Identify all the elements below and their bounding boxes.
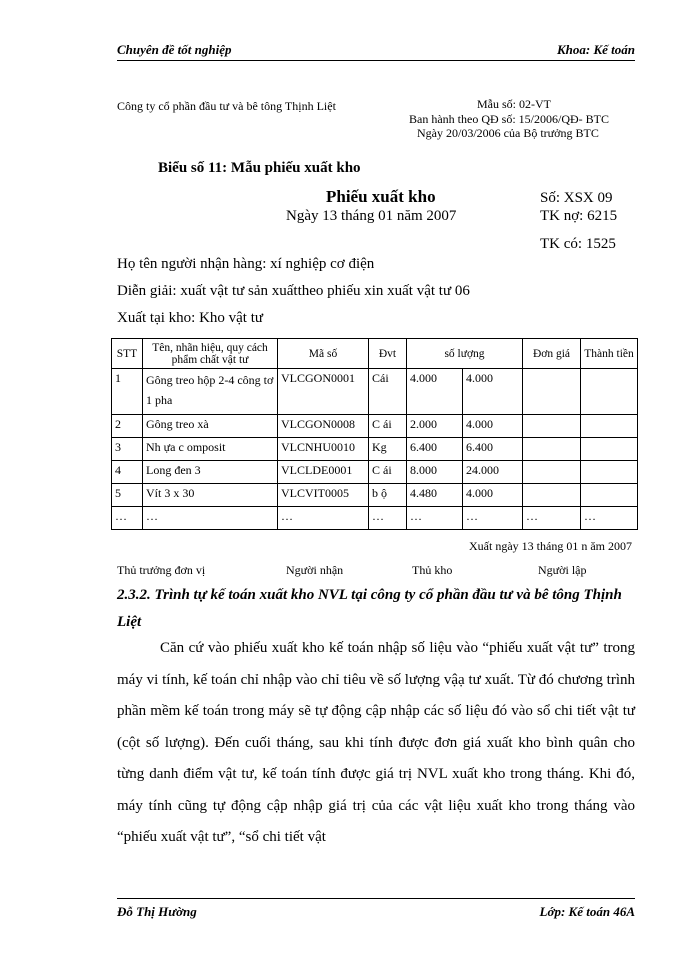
header-unit: Đvt [369, 339, 407, 369]
cell-stt: 1 [112, 369, 143, 415]
signature-head: Thủ trưởng đơn vị [117, 563, 206, 577]
cell-q1: … [407, 507, 463, 530]
signature-keeper: Thủ kho [412, 563, 453, 577]
form-number: Mẫu số: 02-VT [477, 97, 551, 111]
cell-price [523, 484, 581, 507]
cell-stt: … [112, 507, 143, 530]
page-header-right: Khoa: Kế toán [556, 42, 635, 57]
cell-unit: Kg [369, 438, 407, 461]
cell-stt: 5 [112, 484, 143, 507]
cell-code: VLCGON0008 [278, 415, 369, 438]
cell-unit: C ái [369, 461, 407, 484]
cell-stt: 3 [112, 438, 143, 461]
cell-q2: 4.000 [463, 415, 523, 438]
cell-name: Gông treo hộp 2-4 công tơ 1 pha [143, 369, 278, 415]
header-name: Tên, nhãn hiệu, quy cách phẩm chất vật tư [143, 339, 278, 369]
voucher-number: Số: XSX 09 [540, 190, 613, 206]
credit-account: TK có: 1525 [540, 236, 616, 252]
page-footer-right: Lớp: Kế toán 46A [539, 904, 635, 919]
body-paragraph [117, 633, 635, 854]
cell-name: Nh ựa c omposit [143, 438, 278, 461]
cell-unit: C ái [369, 415, 407, 438]
cell-total [581, 461, 638, 484]
voucher-title: Phiếu xuất kho [326, 187, 436, 206]
cell-stt: 4 [112, 461, 143, 484]
cell-price: … [523, 507, 581, 530]
table-row [112, 438, 638, 461]
cell-code: VLCLDE0001 [278, 461, 369, 484]
cell-code: VLCGON0001 [278, 369, 369, 415]
table-row [112, 369, 638, 415]
cell-total [581, 484, 638, 507]
table-row [112, 484, 638, 507]
table-row [112, 461, 638, 484]
cell-price [523, 369, 581, 415]
company-name: Công ty cổ phần đầu tư và bê tông Thịnh Liệt [117, 99, 336, 113]
signature-receiver: Người nhận [286, 563, 344, 577]
header-price: Đơn giá [523, 339, 581, 369]
cell-name: Vít 3 x 30 [143, 484, 278, 507]
section-heading: 2.3.2. Trình tự kế toán xuất kho NVL tại công ty cổ phần đầu tư và bê tông Thịnh Liệt [117, 587, 622, 630]
voucher-date: Ngày 13 tháng 01 năm 2007 [286, 208, 457, 224]
cell-q1: 8.000 [407, 461, 463, 484]
header-rule [117, 60, 635, 61]
page-footer-left: Đỗ Thị Hường [117, 904, 197, 919]
cell-name: Long đen 3 [143, 461, 278, 484]
cell-total [581, 369, 638, 415]
cell-code: VLCVIT0005 [278, 484, 369, 507]
cell-total: … [581, 507, 638, 530]
voucher-table [111, 338, 638, 530]
table-row [112, 507, 638, 530]
cell-name: … [143, 507, 278, 530]
cell-q1: 4.000 [407, 369, 463, 415]
cell-code: VLCNHU0010 [278, 438, 369, 461]
cell-q1: 6.400 [407, 438, 463, 461]
form-regulation-date: Ngày 20/03/2006 của Bộ trưởng BTC [417, 126, 599, 140]
cell-total [581, 438, 638, 461]
cell-q2: … [463, 507, 523, 530]
cell-price [523, 415, 581, 438]
header-quantity: số lượng [407, 339, 523, 369]
cell-q2: 4.000 [463, 484, 523, 507]
cell-unit: b ộ [369, 484, 407, 507]
cell-q2: 6.400 [463, 438, 523, 461]
debit-account: TK nợ: 6215 [540, 208, 618, 224]
cell-q1: 2.000 [407, 415, 463, 438]
table-row [112, 415, 638, 438]
table-header-row [112, 339, 638, 369]
cell-q2: 4.000 [463, 369, 523, 415]
cell-price [523, 461, 581, 484]
cell-unit: … [369, 507, 407, 530]
cell-code: … [278, 507, 369, 530]
cell-unit: Cái [369, 369, 407, 415]
exhibit-title: Biểu số 11: Mẫu phiếu xuất kho [158, 160, 361, 176]
signature-preparer: Người lập [538, 563, 587, 577]
cell-price [523, 438, 581, 461]
cell-total [581, 415, 638, 438]
cell-q2: 24.000 [463, 461, 523, 484]
receiver-line: Họ tên người nhận hàng: xí nghiệp cơ điện [117, 256, 375, 272]
cell-stt: 2 [112, 415, 143, 438]
description-line: Diễn giải: xuất vật tư sản xuấttheo phiếu xin xuất vật tư 06 [117, 283, 470, 299]
page-header-left: Chuyên đề tốt nghiệp [117, 42, 232, 57]
form-regulation: Ban hành theo QĐ số: 15/2006/QĐ- BTC [409, 112, 609, 126]
cell-q1: 4.480 [407, 484, 463, 507]
header-stt: STT [112, 339, 143, 369]
warehouse-line: Xuất tại kho: Kho vật tư [117, 310, 264, 326]
footer-rule [117, 898, 635, 899]
header-code: Mã số [278, 339, 369, 369]
header-total: Thành tiền [581, 339, 638, 369]
body-text: Căn cứ vào phiếu xuất kho kế toán nhập số liệu vào “phiếu xuất vật tư” trong máy vi tính, kế toán chỉ nhập vào chỉ tiêu về số lượng vậạ tư xuất. Từ đó chương trình phần mềm kế toán trong máy sẽ tự động cập nhập các số liệu đó vào sổ chi tiết vật tư (cột số lượng). Đến cuối tháng, sau khi tính được đơn giá xuất kho bình quân cho từng danh điểm vật tư, kế toán tính được giá trị NVL xuất kho trong tháng. Khi đó, máy tính cũng tự động cập nhập giá trị của các vật liệu xuất kho trong tháng vào “phiếu xuất vật tư”, “sổ chi tiết vật [117, 640, 635, 845]
issue-date: Xuất ngày 13 tháng 01 n ăm 2007 [469, 539, 632, 553]
cell-name: Gông treo xà [143, 415, 278, 438]
